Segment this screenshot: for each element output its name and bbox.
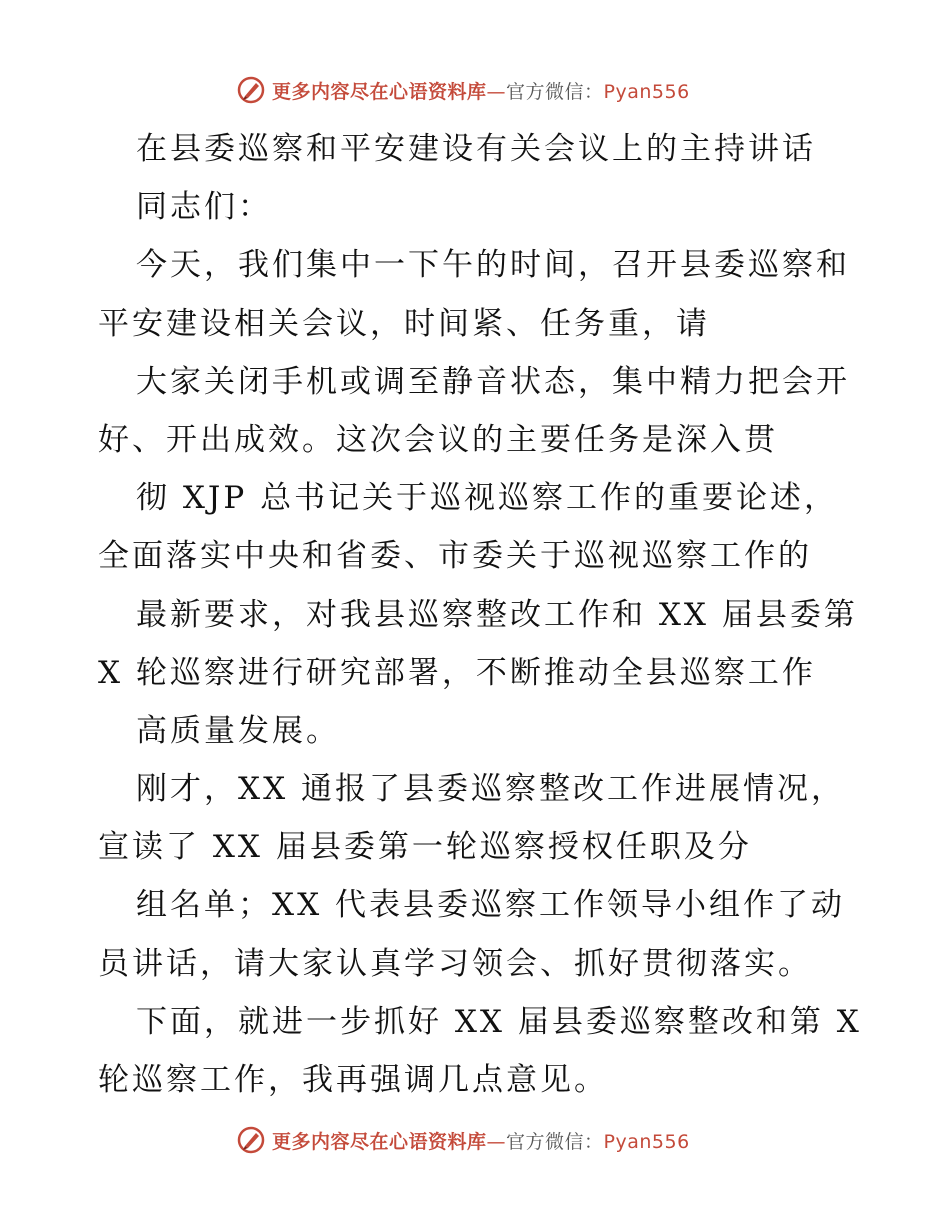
doc-line: 高质量发展。 — [136, 712, 340, 749]
watermark-dash: — — [486, 80, 507, 103]
watermark-id: Pyan556 — [603, 80, 690, 103]
watermark-text — [272, 1127, 690, 1154]
doc-line: 大家关闭手机或调至静音状态，集中精力把会开 — [136, 363, 850, 400]
doc-line: X 轮巡察进行研究部署，不断推动全县巡察工作 — [98, 654, 816, 691]
watermark-id: Pyan556 — [603, 1130, 690, 1153]
doc-line: 平安建设相关会议，时间紧、任务重，请 — [98, 305, 710, 342]
watermark-label: 官方微信： — [506, 1130, 604, 1153]
doc-line: 彻 XJP 总书记关于巡视巡察工作的重要论述， — [136, 480, 839, 517]
doc-line: 同志们： — [136, 189, 272, 226]
watermark-brand: 更多内容尽在心语资料库 — [272, 80, 487, 103]
watermark-brand: 更多内容尽在心语资料库 — [272, 1130, 487, 1153]
doc-line: 宣读了 XX 届县委第一轮巡察授权任职及分 — [98, 829, 752, 866]
pen-logo-icon — [236, 1125, 266, 1155]
doc-line: 组名单；XX 代表县委巡察工作领导小组作了动 — [136, 887, 845, 924]
doc-line: 刚才，XX 通报了县委巡察整改工作进展情况， — [136, 771, 845, 808]
watermark-dash: — — [486, 1130, 507, 1153]
watermark-footer — [236, 1122, 756, 1158]
doc-line: 员讲话，请大家认真学习领会、抓好贯彻落实。 — [98, 945, 812, 982]
document-body — [98, 120, 862, 1109]
pen-logo-icon — [236, 75, 266, 105]
watermark-label: 官方微信： — [506, 80, 604, 103]
watermark-text — [272, 77, 690, 104]
doc-line: 最新要求，对我县巡察整改工作和 XX 届县委第 — [136, 596, 858, 633]
doc-line: 轮巡察工作，我再强调几点意见。 — [98, 1062, 608, 1098]
watermark-header — [236, 72, 756, 108]
doc-line: 今天，我们集中一下午的时间，召开县委巡察和 — [136, 247, 850, 284]
doc-line: 下面，就进一步抓好 XX 届县委巡察整改和第 X — [136, 1003, 862, 1040]
doc-line: 好、开出成效。这次会议的主要任务是深入贯 — [98, 421, 778, 458]
doc-line: 全面落实中央和省委、市委关于巡视巡察工作的 — [98, 538, 812, 575]
doc-title: 在县委巡察和平安建设有关会议上的主持讲话 — [136, 131, 816, 167]
